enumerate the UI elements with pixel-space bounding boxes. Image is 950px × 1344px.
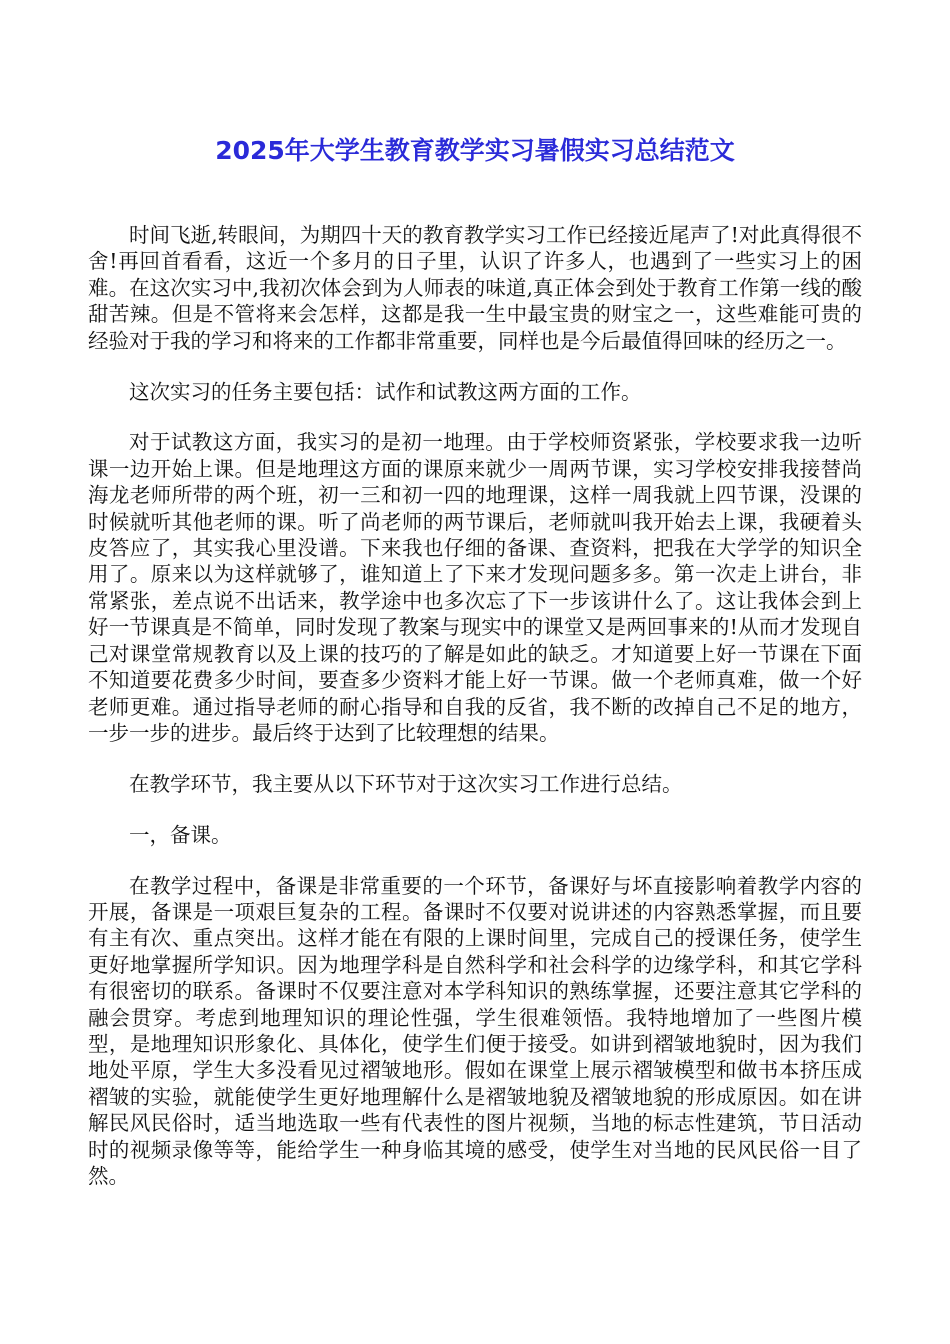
section-heading-lesson-prep: 一，备课。 [129, 822, 232, 847]
paragraph-tasks: 这次实习的任务主要包括：试作和试教这两方面的工作。 [129, 379, 642, 404]
document-title: 2025年大学生教育教学实习暑假实习总结范文 [215, 136, 735, 165]
paragraph-intro: 时间飞逝,转眼间，为期四十天的教育教学实习工作已经接近尾声了!对此真得很不舍!再回首看看，这近一个多月的日子里，认识了许多人，也遇到了一些实习上的困难。在这次实习中,我初次体会到为人师表的味道,真正体会到处于教育工作第一线的酸甜苦辣。但是不管将来会怎样，这都是我一生中最宝贵的财宝之一，这些难能可贵的经验对于我的学习和将来的工作都非常重要，同样也是今后最值得回味的经历之一。 [88, 223, 862, 353]
document-body [88, 222, 862, 1214]
paragraph-teaching: 对于试教这方面，我实习的是初一地理。由于学校师资紧张，学校要求我一边听课一边开始上课。但是地理这方面的课原来就少一周两节课，实习学校安排我接替尚海龙老师所带的两个班，初一三和初一四的地理课，这样一周我就上四节课，没课的时候就听其他老师的课。听了尚老师的两节课后，老师就叫我开始去上课，我硬着头皮答应了，其实我心里没谱。下来我也仔细的备课、查资料，把我在大学学的知识全用了。原来以为这样就够了，谁知道上了下来才发现问题多多。第一次走上讲台，非常紧张，差点说不出话来，教学途中也多次忘了下一步该讲什么了。这让我体会到上好一节课真是不简单，同时发现了教案与现实中的课堂又是两回事来的!从而才发现自己对课堂常规教育以及上课的技巧的了解是如此的缺乏。才知道要上好一节课在下面不知道要花费多少时间，要查多少资料才能上好一节课。做一个老师真难，做一个好老师更难。通过指导老师的耐心指导和自我的反省，我不断的改掉自己不足的地方，一步一步的进步。最后终于达到了比较理想的结果。 [88, 430, 862, 745]
paragraph-lesson-prep: 在教学过程中，备课是非常重要的一个环节，备课好与坏直接影响着教学内容的开展，备课是一项艰巨复杂的工程。备课时不仅要对说讲述的内容熟悉掌握，而且要有主有次、重点突出。这样才能在有限的上课时间里，完成自己的授课任务，使学生更好地掌握所学知识。因为地理学科是自然科学和社会科学的边缘学科，和其它学科有很密切的联系。备课时不仅要注意对本学科知识的熟练掌握，还要注意其它学科的融会贯穿。考虑到地理知识的理论性强，学生很难领悟。我特地增加了一些图片模型，是地理知识形象化、具体化，使学生们便于接受。如讲到褶皱地貌时，因为我们地处平原，学生大多没看见过褶皱地形。假如在课堂上展示褶皱模型和做书本挤压成褶皱的实验，就能使学生更好地理解什么是褶皱地貌及褶皱地貌的形成原因。如在讲解民风民俗时，适当地选取一些有代表性的图片视频，当地的标志性建筑，节日活动时的视频录像等等，能给学生一种身临其境的感受，使学生对当地的民风民俗一目了然。 [88, 873, 862, 1189]
paragraph-summary-intro: 在教学环节，我主要从以下环节对于这次实习工作进行总结。 [129, 771, 683, 796]
